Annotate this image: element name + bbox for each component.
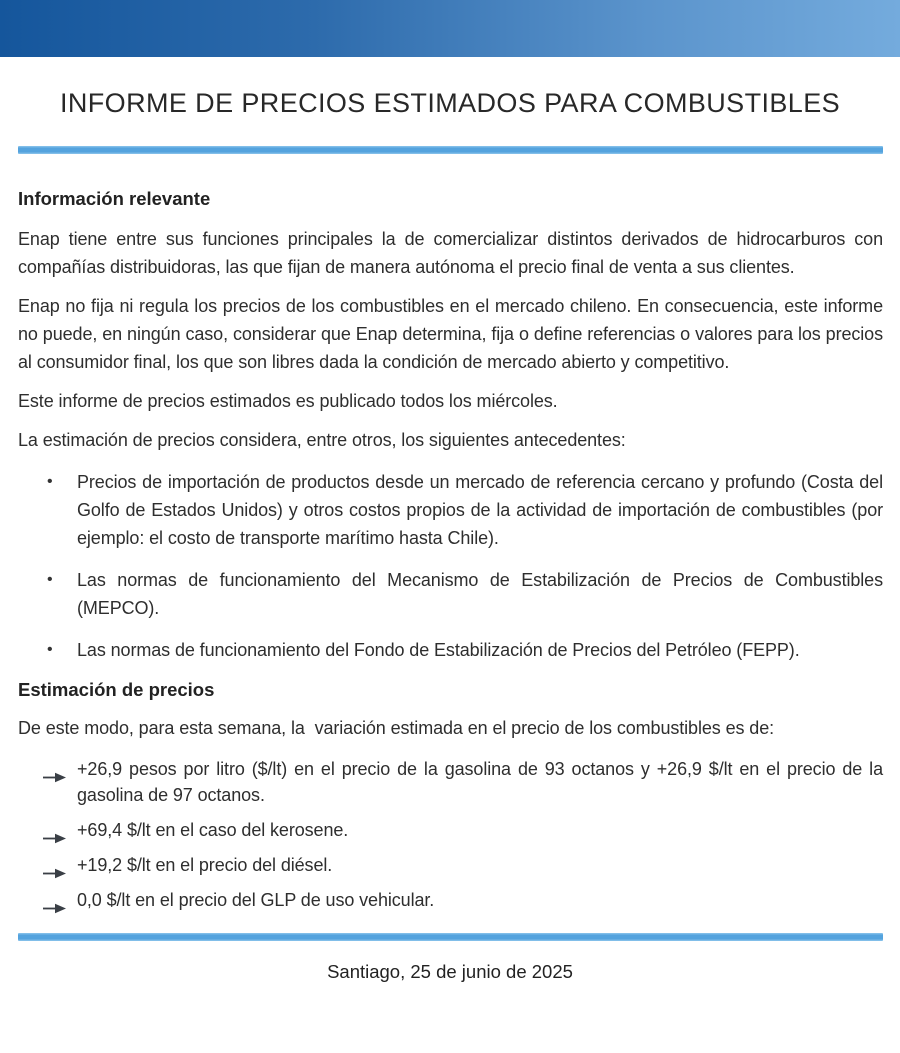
list-item — [18, 468, 883, 552]
title-divider — [18, 146, 883, 154]
bullet-dot-icon: • — [47, 641, 53, 658]
paragraph-publicado-miercoles: Este informe de precios estimados es publicado todos los miércoles. — [18, 391, 558, 411]
bullet-dot-icon: • — [47, 473, 53, 490]
price-variation-list — [18, 756, 883, 913]
list-item-text: +69,4 $/lt en el caso del kerosene. — [77, 820, 349, 840]
arrow-right-icon — [43, 825, 67, 836]
list-item-text: +19,2 $/lt en el precio del diésel. — [77, 855, 333, 875]
paragraph-variacion-intro: De este modo, para esta semana, la variación estimada en el precio de los combustibles es de: — [18, 718, 775, 738]
arrow-right-icon — [43, 764, 67, 775]
paragraph-enap-funciones: Enap tiene entre sus funciones principales la de comercializar distintos derivados de hidrocarburos con compañías distribuidoras, las que fijan de manera autónoma el precio final de venta a sus clientes. — [18, 229, 883, 277]
section-heading-estimacion-precios: Estimación de precios — [18, 679, 215, 700]
list-item-text: Las normas de funcionamiento del Mecanismo de Estabilización de Precios de Combustibles (MEPCO). — [77, 570, 883, 618]
list-item — [18, 817, 883, 843]
report-date: Santiago, 25 de junio de 2025 — [327, 961, 573, 982]
list-item — [18, 636, 883, 664]
list-item-text: Precios de importación de productos desde un mercado de referencia cercano y profundo (Costa del Golfo de Estados Unidos) y otros costos propios de la actividad de importación de combustibles (por ejemplo: el costo de transporte marítimo hasta Chile). — [77, 472, 883, 548]
list-item — [18, 887, 883, 913]
header-banner — [0, 0, 900, 57]
bullet-dot-icon: • — [47, 571, 53, 588]
list-item-text: 0,0 $/lt en el precio del GLP de uso vehicular. — [77, 890, 435, 910]
antecedentes-list — [18, 468, 883, 664]
report-content — [0, 188, 900, 913]
section-heading-informacion-relevante: Información relevante — [18, 188, 211, 209]
list-item — [18, 756, 883, 808]
list-item — [18, 566, 883, 622]
arrow-right-icon — [43, 895, 67, 906]
paragraph-enap-no-fija: Enap no fija ni regula los precios de los combustibles en el mercado chileno. En consecuencia, este informe no puede, en ningún caso, considerar que Enap determina, fija o define referencias o valores para los precios al consumidor final, los que son libres dada la condición de mercado abierto y competitivo. — [18, 296, 883, 372]
list-item — [18, 852, 883, 878]
page-title: INFORME DE PRECIOS ESTIMADOS PARA COMBUSTIBLES — [59, 88, 841, 118]
footer-divider — [18, 933, 883, 941]
list-item-text: +26,9 pesos por litro ($/lt) en el precio de la gasolina de 93 octanos y +26,9 $/lt en el precio de la gasolina de 97 octanos. — [77, 759, 883, 805]
arrow-right-icon — [43, 860, 67, 871]
list-item-text: Las normas de funcionamiento del Fondo de Estabilización de Precios del Petróleo (FEPP). — [77, 640, 800, 660]
paragraph-antecedentes: La estimación de precios considera, entre otros, los siguientes antecedentes: — [18, 430, 626, 450]
